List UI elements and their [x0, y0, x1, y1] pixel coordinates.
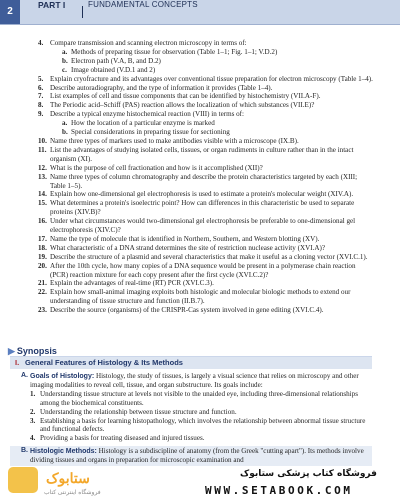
question-item: 22. Explain how small-animal imaging exploits both histologic and molecular biologic methods to extend our understanding of tissue structure and function (II.B.7).	[38, 288, 351, 306]
question-item: 23. Describe the source (organisms) of the CRISPR-Cas system involved in gene editing (XVI.C.4).	[38, 306, 324, 315]
goals-list	[30, 390, 374, 443]
goal-item: 3. Establishing a basis for learning histopathology, which involves the relationship between abnormal tissue structure and functional defects.	[30, 416, 366, 434]
site-url: WWW.SETABOOK.COM	[205, 484, 353, 497]
store-name: فروشگاه کتاب پزشکی ستابوک	[240, 469, 377, 479]
subsection-label: Goals of Histology:	[30, 373, 95, 380]
question-item: 16. Under what circumstances would two-dimensional gel electrophoresis be preferable to one-dimensional gel electrophoresis (XIV.C)?	[38, 217, 356, 235]
question-item: 10. Name three types of markers used to make antibodies visible with a microscope (IX.B).	[38, 136, 299, 145]
question-item: 9. Describe a typical enzyme histochemical reaction (VIII) in terms of: a. How the location of a particular enzyme is marked b. Special considerations in preparing tissue for sectioning	[38, 110, 374, 137]
question-item: 8. The Periodic acid–Schiff (PAS) reaction allows the localization of which substances (VII.E)?	[38, 101, 315, 110]
header-divider	[82, 6, 83, 18]
question-item: 14. Explain how one-dimensional gel electrophoresis is used to estimate a protein's molecular weight (XIV.A).	[38, 190, 354, 199]
sub-item: a. How the location of a particular enzyme is marked	[62, 119, 215, 128]
question-item: 18. What characteristic of a DNA strand determines the site of restriction nuclease activity (XVI.A)?	[38, 243, 325, 252]
methods-text: Histologic Methods: Histology is a subdiscipline of anatomy (from the Greek "cutting apart"). Its methods involve dividing tissues and organs in preparation for microscopic examination and	[30, 447, 364, 464]
sub-item: b. Special considerations in preparing tissue for sectioning	[62, 128, 230, 137]
section-numeral: I.	[15, 358, 20, 367]
logo-subtitle: فروشگاه اینترنتی کتاب	[44, 490, 101, 496]
methods-band	[10, 446, 372, 466]
triangle-icon: ▶	[8, 346, 15, 356]
goals-block	[21, 372, 374, 443]
question-list	[38, 39, 374, 315]
section-title: General Features of Histology & Its Methods	[25, 358, 183, 367]
subsection-letter: B.	[21, 447, 28, 454]
goal-item: 4. Providing a basis for treating diseased and injured tissues.	[30, 434, 205, 443]
question-item: 12. What is the purpose of cell fractionation and how is it accomplished (XII)?	[38, 163, 263, 172]
question-item: 20. After the 10th cycle, how many copies of a DNA sequence would be present in a polymerase chain reaction (PCR) reaction mixture for each copy present after the first cycle (XVI.C.2)?	[38, 261, 356, 279]
question-item: 19. Describe the structure of a plasmid and several characteristics that make it useful as a cloning vector (XVI.C.1).	[38, 252, 368, 261]
part-label: PART I	[38, 0, 66, 10]
question-item: 7. List examples of cell and tissue components that can be identified by histochemistry (VII.A-F).	[38, 92, 321, 101]
question-item: 11. List the advantages of studying isolated cells, tissues, or organ rudiments in culture rather than in the intact organism (XI).	[38, 145, 354, 163]
question-item: 15. What determines a protein's isoelectric point? How can differences in this characteristic be used to separate proteins (XIV.B)?	[38, 199, 355, 217]
sub-item: c. Image obtained (V.D.1 and 2)	[62, 65, 156, 74]
sub-item: b. Electron path (V.A, B, and D.2)	[62, 56, 161, 65]
section-band	[10, 356, 372, 369]
section-label: FUNDAMENTAL CONCEPTS	[88, 0, 198, 9]
subsection-text: Histology, the study of tissues, is largely a visual science that relies on microscopy and other imaging modalities to reveal cell, tissue, and organ substructure. Its goals include:	[30, 372, 359, 389]
logo-text: ستابوک	[46, 470, 90, 486]
subsection-letter: A.	[21, 372, 28, 379]
question-item: 13. Name three types of column chromatography and describe the protein characteristics targeted by each (XIII; Table 1–5).	[38, 172, 358, 190]
goal-item: 2. Understanding the relationship between tissue structure and function.	[30, 407, 237, 416]
watermark-footer	[0, 466, 400, 502]
goal-item: 1. Understanding tissue structure at levels not visible to the unaided eye, including three-dimensional relationships among the biochemical constituents.	[30, 389, 358, 407]
logo-icon	[8, 467, 38, 493]
question-item: 6. Describe autoradiography, and the type of information it provides (Table 1–4).	[38, 83, 273, 92]
page-header	[0, 0, 400, 25]
question-item: 21. Explain the advantages of real-time (RT) PCR (XVI.C.3).	[38, 279, 214, 288]
question-item: 17. Name the type of molecule that is identified in Northern, Southern, and Western blotting (XV).	[38, 234, 320, 243]
question-item: 5. Explain cryofracture and its advantages over conventional tissue preparation for electron microscopy (Table 1–4).	[38, 74, 373, 83]
synopsis-heading: ▶ Synopsis	[8, 346, 57, 356]
question-item: 4. Compare transmission and scanning electron microscopy in terms of: a. Methods of preparing tissue for observation (Table 1–1; Fig. 1–1; V.D.2) b. Electron path (V.A, B, and D.2) c. Image obtained (V.D.1 and 2)	[38, 39, 374, 75]
sub-item: a. Methods of preparing tissue for observation (Table 1–1; Fig. 1–1; V.D.2)	[62, 47, 278, 56]
page-number: 2	[0, 0, 20, 24]
